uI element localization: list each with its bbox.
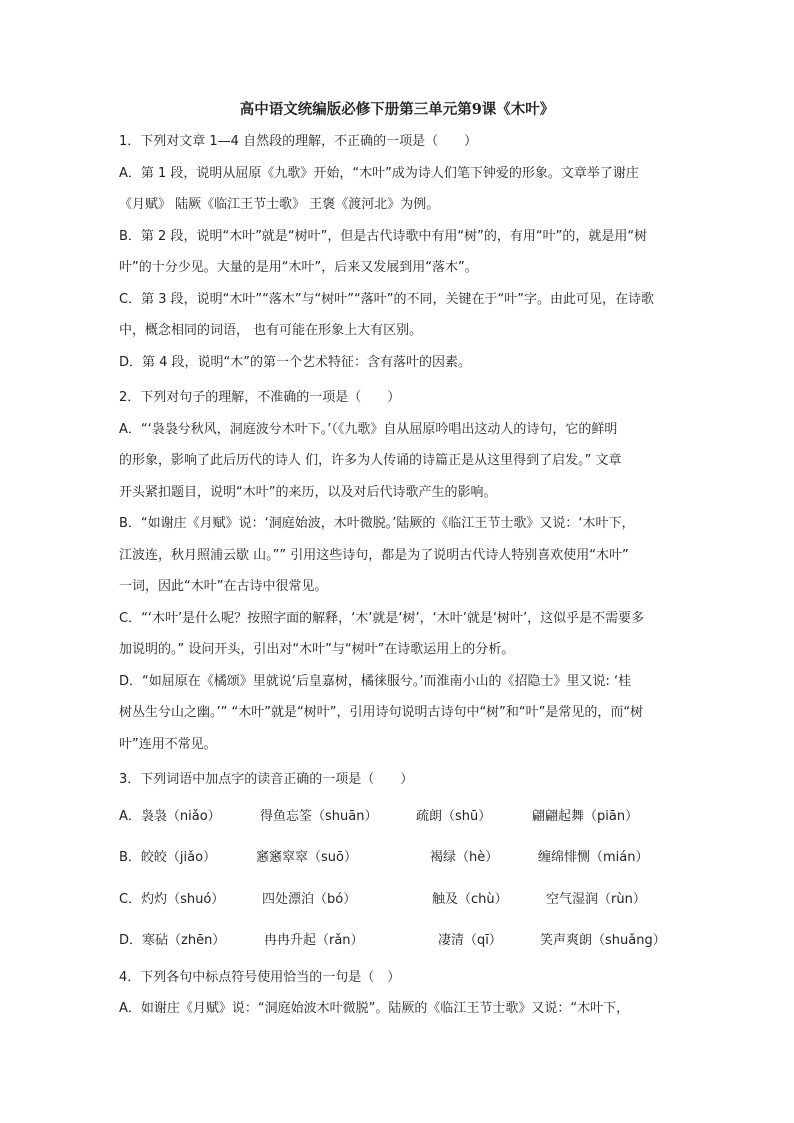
q3-a-item3: 疏朗（shū） xyxy=(416,808,492,824)
q3-d-item1: D．寒砧（zhēn） xyxy=(119,933,226,948)
q2-option-c-line2: 加说明的。” 设问开头，引出对“木叶”与“树叶”在诗歌运用上的分析。 xyxy=(119,642,515,657)
q1-option-c-line2: 中，概念相同的词语， 也有可能在形象上大有区别。 xyxy=(119,323,423,338)
q4-stem: 4．下列各句中标点符号使用恰当的一句是（ ） xyxy=(119,969,401,985)
document-body xyxy=(119,126,679,1025)
q3-d-item3: 凄清（qī） xyxy=(438,933,502,948)
q3-b-item1: B．皎皎（jiǎo） xyxy=(119,850,217,865)
q4-option-a-line1: A．如谢庄《月赋》说：“洞庭始波木叶微脱”。陆厥的《临江王节士歌》又说：“木叶下， xyxy=(119,1001,630,1016)
document-title: 高中语文统编版必修下册第三单元第9课《木叶》 xyxy=(239,101,555,118)
q3-option-row-b xyxy=(119,837,679,879)
q3-b-item4: 缠绵悱恻（mián） xyxy=(538,850,649,865)
q3-stem: 3．下列词语中加点字的读音正确的一项是（ ） xyxy=(119,772,414,787)
q2-option-b-line3: 一词，因此“木叶”在古诗中很常见。 xyxy=(119,579,328,594)
q2-option-b-line1: B．“如谢庄《月赋》说：‘洞庭始波，木叶微脱。’陆厥的《临江王节士歌》又说：‘木叶下， xyxy=(119,516,635,531)
q1-option-b-line1: B．第 2 段，说明“木叶”就是“树叶”，但是古代诗歌中有用“树”的，有用“叶”的，就是用“树 xyxy=(119,228,648,244)
q1-option-d-line1: D．第 4 段，说明“木”的第一个艺术特征：含有落叶的因素。 xyxy=(119,354,472,370)
q3-b-item2: 窸窸窣窣（suō） xyxy=(256,850,357,865)
q2-option-d-line1: D．“如屈原在《橘颂》里就说‘后皇嘉树，橘徕服兮。’而淮南小山的《招隐士》里又说: ‘桂 xyxy=(119,673,632,689)
q1-stem: 1．下列对文章 1—4 自然段的理解，不正确的一项是（ ） xyxy=(119,134,478,149)
q2-option-a-line2: 的形象，影响了此后历代的诗人 们，许多为人传诵的诗篇正是从这里得到了启发。” 文章 xyxy=(119,453,622,468)
q3-c-item2: 四处漂泊（bó） xyxy=(262,891,357,907)
q2-option-b-line2: 江波连，秋月照浦云歇 山。”” 引用这些诗句，都是为了说明古代诗人特别喜欢使用“木叶” xyxy=(119,547,629,563)
q3-a-item2: 得鱼忘筌（shuān） xyxy=(260,808,378,824)
q3-c-item4: 空气湿润（rùn） xyxy=(546,891,646,907)
q2-option-d-line3: 叶”连用不常见。 xyxy=(119,736,217,752)
q1-option-a-line2: 《月赋》 陆厥《临江王节士歌》 王褒《渡河北》为例。 xyxy=(119,197,440,212)
q3-d-item2: 冉冉升起（rǎn） xyxy=(264,933,364,948)
q3-b-item3: 褐绿（hè） xyxy=(430,850,499,865)
q3-d-item4: 笑声爽朗（shuǎng） xyxy=(540,933,666,948)
q2-option-d-line2: 树丛生兮山之幽。’” “木叶”就是“树叶”，引用诗句说明古诗句中“树”和“叶”是常见的，而“树 xyxy=(119,705,644,720)
q3-a-item4: 翩翩起舞（piān） xyxy=(532,808,639,824)
q3-a-item1: A．袅袅（niǎo） xyxy=(119,808,221,824)
q3-option-row-a xyxy=(119,796,679,838)
q1-option-b-line2: 叶”的十分少见。大量的是用“木叶”，后来又发展到用“落木”。 xyxy=(119,260,478,275)
q3-c-item1: C．灼灼（shuó） xyxy=(119,891,225,907)
q1-option-a-line1: A．第 1 段，说明从屈原《九歌》开始，“木叶”成为诗人们笔下钟爱的形象。文章举了谢庄 xyxy=(119,165,639,181)
q2-stem: 2．下列对句子的理解，不准确的一项是（ ） xyxy=(119,390,401,405)
q2-option-c-line1: C．“‘木叶’是什么呢？按照字面的解释，‘木’就是‘树’，‘木叶’就是‘树叶’，这似乎是不需要多 xyxy=(119,610,645,626)
q2-option-a-line1: A．“‘袅袅兮秋风，洞庭波兮木叶下。’（《九歌》自从屈原吟唱出这动人的诗句，它的鲜明 xyxy=(119,421,618,437)
q3-c-item3: 触及（chù） xyxy=(432,891,508,907)
q2-option-a-line3: 开头紧扣题目，说明“木叶”的来历，以及对后代诗歌产生的影响。 xyxy=(119,484,497,500)
q3-option-row-c xyxy=(119,879,679,921)
q3-option-row-d xyxy=(119,920,679,962)
q1-option-c-line1: C．第 3 段，说明“木叶”“落木”与“树叶”“落叶”的不同，关键在于“叶”字。由此可见，在诗歌 xyxy=(119,291,654,307)
